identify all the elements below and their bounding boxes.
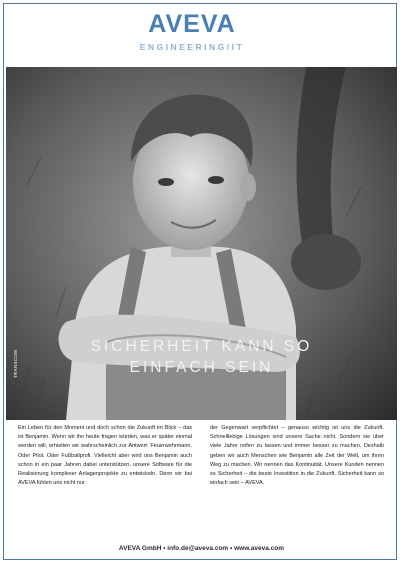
headline-line-2: EINFACH SEIN <box>129 359 274 376</box>
headline <box>6 336 397 378</box>
footer-contact: AVEVA GmbH • info.de@aveva.com • www.aveva.com <box>118 545 285 552</box>
body-column-left: Ein Leben für den Moment und doch schon die Zukunft im Blick – das ist Benjamin. Wenn wir ihn heute fragen würden, was er später einmal werden will, erhielten wir wahrscheinlich zur Antwort: Feuerwehrmann. Oder Pilot. Oder Fußballprofi. Vielleicht aber wird uns Benjamin auch schon in ein paar Jahren dabei unterstützen, unsere Software für die Realisierung komplexer Anlagenprojekte zu entwickeln. Denn wir bei AVEVA fühlen uns nicht nur <box>18 425 192 487</box>
body-text <box>18 424 384 488</box>
photo-credit: TRANSCOM <box>13 349 18 378</box>
division-tagline: ENGINEERING/IT <box>139 42 245 52</box>
aveva-logo: AVEVA <box>148 10 236 38</box>
headline-line-1: SICHERHEIT KANN SO <box>90 338 313 355</box>
body-column-right: der Gegenwart verpflichtet – genauso wichtig ist uns die Zukunft. Schnelllebige Lösungen sind unsere Sache nicht. Sondern sie über viele Jahre reifen zu lassen und immer besser zu machen. Deshalb geben wir auch Menschen wie Benjamin alle Zeit der Welt, um ihren Weg zu machen. Wir nennen das Kontinuität. Unsere Kunden nennen es Sicherheit – die beste Investition in die Zukunft. Sicherheit kann so einfach sein – AVEVA. <box>210 425 384 487</box>
